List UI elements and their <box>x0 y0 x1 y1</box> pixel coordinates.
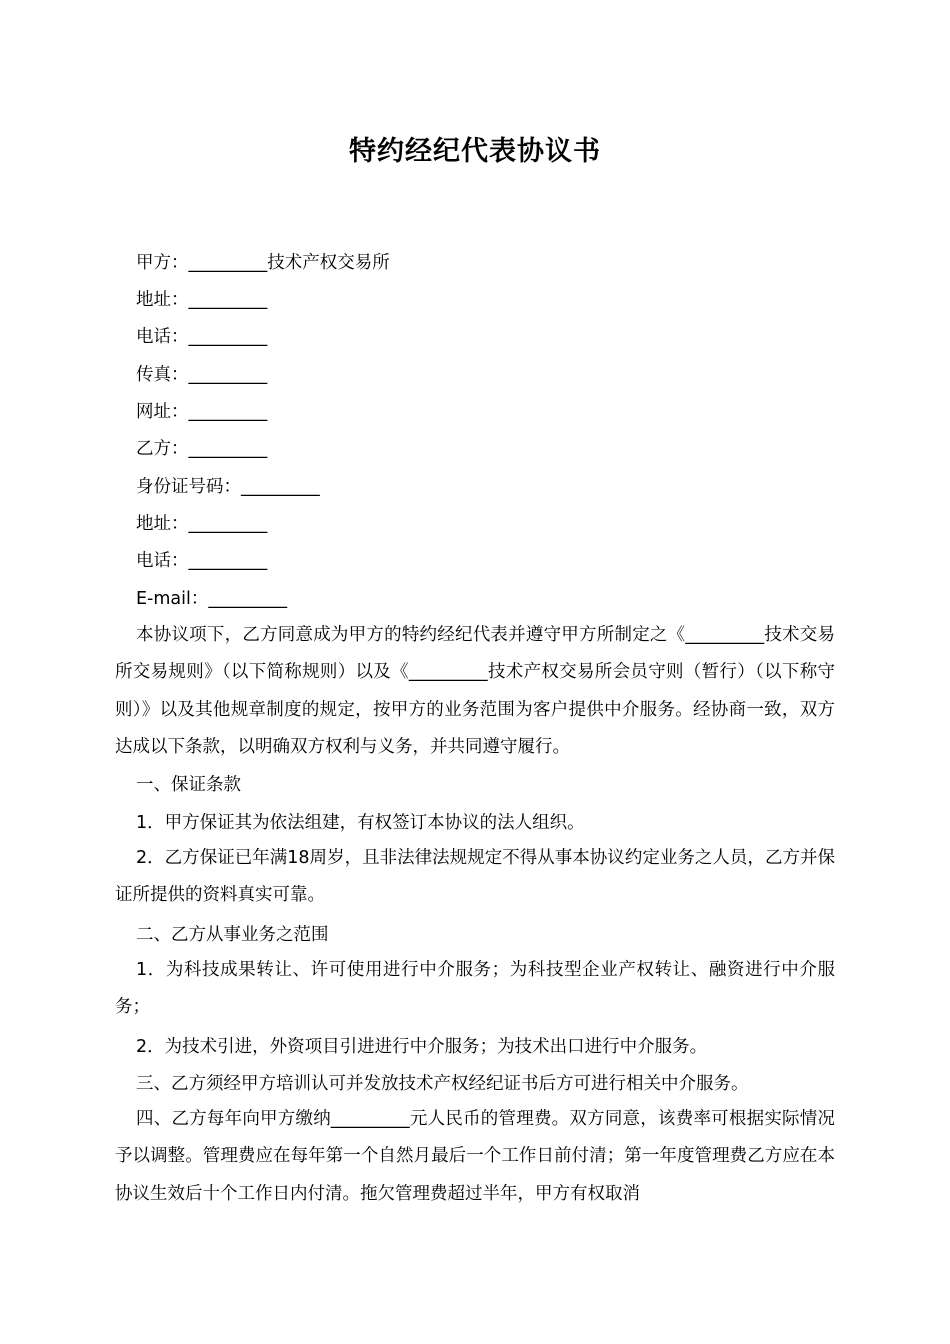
party-b-name: 乙方：_________ <box>136 439 268 459</box>
party-a-address: 地址：_________ <box>136 290 268 310</box>
section-2-item-2: 2．为技术引进，外资项目引进进行中介服务；为技术出口进行中介服务。 <box>136 1037 708 1057</box>
section-2-heading: 二、乙方从事业务之范围 <box>136 925 329 945</box>
section-3: 三、乙方须经甲方培训认可并发放技术产权经纪证书后方可进行相关中介服务。 <box>136 1074 749 1094</box>
section-2-item-1: 1．为科技成果转让、许可使用进行中介服务；为科技型企业产权转让、融资进行中介服务； <box>115 960 835 1018</box>
party-b-address: 地址：_________ <box>136 514 268 534</box>
section-1-item-1: 1．甲方保证其为依法组建，有权签订本协议的法人组织。 <box>136 813 585 833</box>
party-a-fax: 传真：_________ <box>136 365 268 385</box>
section-4: 四、乙方每年向甲方缴纳_________元人民币的管理费。双方同意，该费率可根据实际情况予以调整。管理费应在每年第一个自然月最后一个工作日前付清；第一年度管理费乙方应在本协议生效后十个工作日内付清。拖欠管理费超过半年，甲方有权取消 <box>115 1109 835 1204</box>
intro-paragraph: 本协议项下，乙方同意成为甲方的特约经纪代表并遵守甲方所制定之《_________技术交易所交易规则》（以下简称规则）以及《_________技术产权交易所会员守则（暂行）（以下称守则）》以及其他规章制度的规定，按甲方的业务范围为客户提供中介服务。经协商一致，双方达成以下条款，以明确双方权利与义务，并共同遵守履行。 <box>115 625 835 757</box>
document-title: 特约经纪代表协议书 <box>349 136 601 167</box>
party-b-id-number: 身份证号码：_________ <box>136 477 320 497</box>
party-b-email: E-mail：_________ <box>136 589 288 609</box>
party-a-website: 网址：_________ <box>136 402 268 422</box>
section-1-item-2: 2．乙方保证已年满18周岁，且非法律法规规定不得从事本协议约定业务之人员，乙方并保证所提供的资料真实可靠。 <box>115 848 835 906</box>
section-1-heading: 一、保证条款 <box>136 775 241 795</box>
party-a-phone: 电话：_________ <box>136 327 268 347</box>
party-b-phone: 电话：_________ <box>136 551 268 571</box>
party-a-name: 甲方：_________技术产权交易所 <box>136 253 390 273</box>
